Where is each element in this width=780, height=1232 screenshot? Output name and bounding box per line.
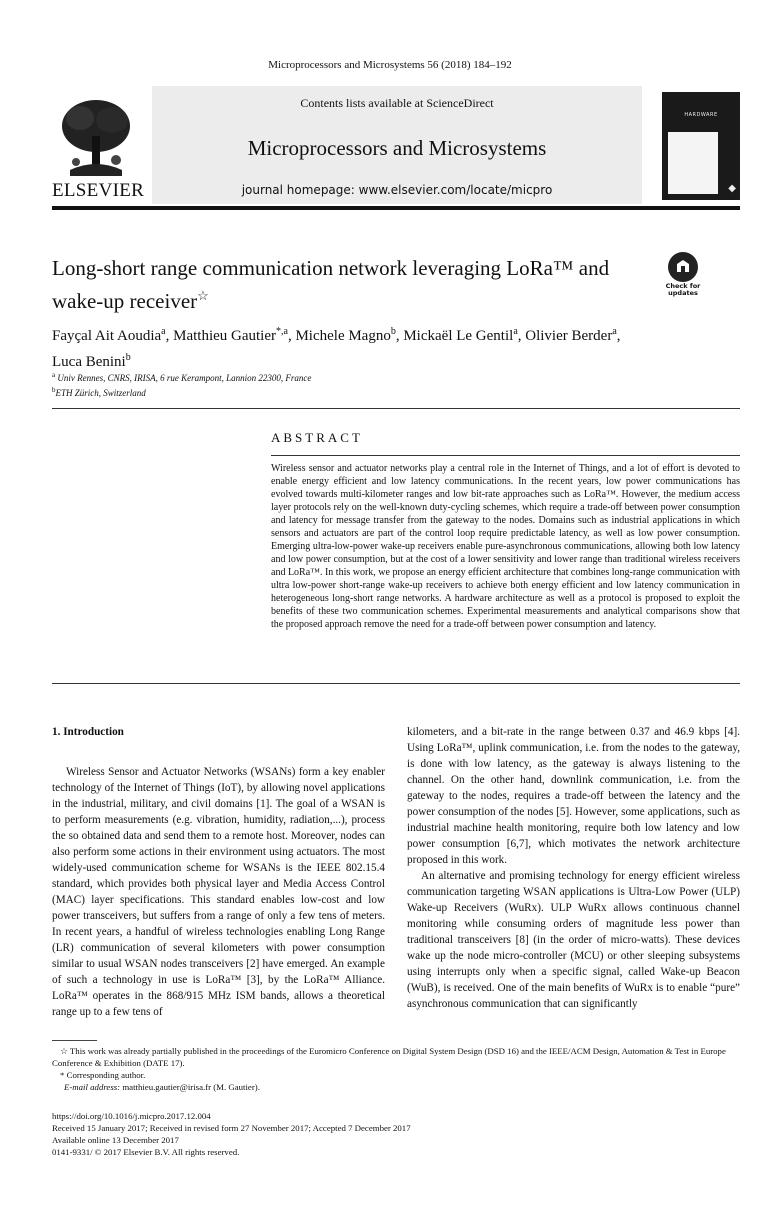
author[interactable]: Matthieu Gautier$^{*,a}$,: [173, 326, 296, 344]
abstract-heading-rule: [271, 455, 740, 456]
journal-cover[interactable]: [662, 92, 740, 200]
email-link[interactable]: matthieu.gautier@irisa.fr (M. Gautier).: [122, 1082, 260, 1092]
author-list: [52, 321, 692, 373]
available-online: Available online 13 December 2017: [52, 1135, 179, 1145]
header-rule: [52, 206, 740, 210]
paragraph: An alternative and promising technology for energy efficient wireless communication targeting WSAN applications is Ultra-Low Power (ULP) Wake-up Receivers (WuRx). ULP WuRx allows continuous channel monitoring while consuming orders of magnitude less power than traditional transceivers [8] (in the order of micro-watts). These devices wake up the node micro-controller (MCU) or other sleeping subsystems using interrupts only when a specific signal, called Wake-up Beacon (WuB), is received. One of the main benefits of WuRx is to enable “pure” asynchronous communication that can significantly: [407, 870, 740, 1010]
author[interactable]: Olivier Berder$^a$,: [525, 326, 621, 344]
copyright: 0141-9331/ © 2017 Elsevier B.V. All rights reserved.: [52, 1147, 240, 1157]
abstract-heading: ABSTRACT: [271, 430, 363, 445]
footnote-star: ☆ This work was already partially published in the proceedings of the Euromicro Conference on Digital System Design (DSD 16) and the IEEE/ACM Design, Automation & Test in Europe Conference & Exhibition (DATE 17).: [52, 1046, 726, 1068]
footnote-rule: [52, 1040, 97, 1041]
check-updates-icon: [668, 252, 698, 282]
journal-citation: Microprocessors and Microsystems 56 (2018) 184–192: [268, 59, 512, 71]
section-heading: 1. Introduction: [52, 726, 124, 738]
author[interactable]: Fayçal Ait Aoudia$^a$,: [52, 326, 174, 344]
abstract-top-rule: [52, 408, 740, 409]
author[interactable]: Luca Benini$^b$: [52, 352, 131, 370]
journal-header-band: [152, 86, 642, 204]
title-footnote-mark[interactable]: ☆: [197, 288, 209, 303]
title-text: Long-short range communication network leveraging LoRa™ and wake-up receiver: [52, 256, 610, 313]
doi-link[interactable]: https://doi.org/10.1016/j.micpro.2017.12.004: [52, 1111, 211, 1121]
author[interactable]: Mickaël Le Gentil$^a$,: [403, 326, 526, 344]
cover-graphic: [668, 132, 718, 194]
contents-available[interactable]: Contents lists available at ScienceDirect: [300, 96, 494, 110]
elsevier-logo[interactable]: [52, 92, 145, 201]
article-title: [52, 254, 652, 315]
body-column-left: [52, 724, 385, 1020]
footnotes: [52, 1045, 740, 1093]
elsevier-tree-icon: [56, 96, 136, 178]
check-for-updates-badge[interactable]: [660, 252, 706, 302]
affiliation: $^b$ETH Zürich, Switzerland: [52, 386, 146, 398]
paragraph: kilometers, and a bit-rate in the range between 0.37 and 46.9 kbps [4]. Using LoRa™, uplink communication, i.e. from the nodes to the gateway, is done with low latency, as the gateway is always listening to the channel. On the other hand, downlink communication, i.e. from the gateway to the nodes, requires a trade-off between the latency and the power consumption of the nodes [5]. However, some applications, such as industrial machine health monitoring, require both low latency and low power consumption [6,7], which motivates the network architecture proposed in this work.: [407, 726, 740, 866]
footnote-corresponding: * Corresponding author.: [60, 1070, 146, 1080]
author[interactable]: Michele Magno$^b$,: [295, 326, 404, 344]
publication-info: [52, 1110, 740, 1158]
journal-title[interactable]: Microprocessors and Microsystems: [247, 136, 547, 160]
body-column-right: [407, 724, 740, 1012]
affiliation: $^a$ Univ Rennes, CNRS, IRISA, 6 rue Kerampont, Lannion 22300, France: [52, 371, 312, 383]
cover-icon: ◆: [728, 183, 736, 194]
publisher-name: ELSEVIER: [52, 180, 145, 201]
journal-homepage[interactable]: journal homepage: www.elsevier.com/locate/micpro: [241, 183, 553, 197]
footnote-email: E-mail address: matthieu.gautier@irisa.fr (M. Gautier).: [64, 1082, 260, 1092]
paragraph: Wireless Sensor and Actuator Networks (WSANs) form a key enabler technology of the Internet of Things (IoT), by allowing novel applications in the industrial, military, and civil domains [1]. The goal of a WSAN is to perform measurements (e.g. vibration, humidity, radiation,...), process the so obtained data and send them to a remote host. Moreover, nodes can also perform some actions in their environment using actuators. The most widely-used communication scheme for WSANs is the IEEE 802.15.4 standard, which provides both physical layer and Media Access Control (MAC) layer specifications. This standard enables low-cost and low power transceivers, but suffers from a range of only a few tens of meters. In recent years, a handful of wireless technologies enabling Long Range (LR) communication of several kilometers with power consumption similar to usual WSAN nodes transceivers [2] have emerged. An example of such a technology in use is LoRa™ [3], by the LoRa™ Alliance. LoRa™ operates in the 868/915 MHz ISM bands, allows a theoretical range up to a few tens of: [52, 766, 385, 1018]
cover-label: HARDWARE: [684, 112, 718, 118]
abstract-bottom-rule: [52, 683, 740, 684]
journal-header: [52, 86, 740, 204]
check-updates-label: Check for updates: [665, 282, 701, 297]
received-dates: Received 15 January 2017; Received in revised form 27 November 2017; Accepted 7 December 2017: [52, 1123, 411, 1133]
abstract-text: Wireless sensor and actuator networks play a central role in the Internet of Things, and a lot of effort is devoted to enable energy efficient and low latency communications. In the recent years, low power communications has evolved towards multi-kilometer ranges and low bit-rate approaches such as LoRa™. However, the medium access layer protocols rely on the well-known duty-cycling schemes, which require a trade-off between power consumption and latency for message transfer from the gateway to the nodes. Domains such as industrial applications in which sensors and actuators are part of the control loop require predictable latency, as well as low power consumption. Emerging ultra-low-power wake-up receivers enable pure-asynchronous communications, allowing both low latency and low power consumption, but at the cost of a lower sensitivity and lower range than traditional wireless receivers and LoRa™. In this work, we propose an energy efficient architecture that combines long-range communication with ultra low-power short-range wake-up receivers to achieve both energy efficient and low latency communication in heterogeneous long-short range networks. A hardware architecture as well as a protocol is proposed to exploit the benefits of these two communication schemes. Experimental measurements and analytical comparisons show that the proposed approach remove the need for a trade-off between power consumption and latency.: [271, 463, 741, 630]
affiliations: [52, 369, 311, 399]
